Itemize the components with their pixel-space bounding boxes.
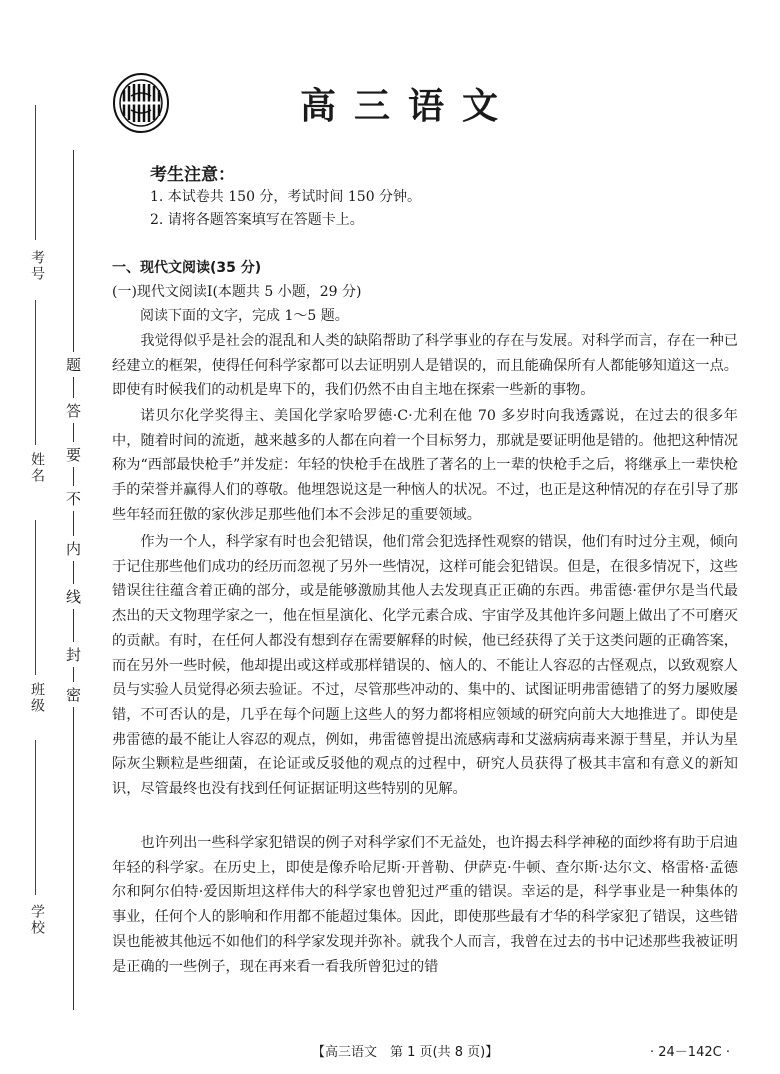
notice-item: 2. 请将各题答案填写在答题卡上。: [150, 212, 364, 228]
passage-paragraph: 我觉得似乎是社会的混乱和人类的缺陷帮助了科学事业的存在与发展。对科学而言，存在一种已经建立的框架，使得任何科学家都可以去证明别人是错误的，而且能确保所有人都能够知道这一点。即使有时候我们的动机是卑下的，我们仍然不由自主地在探索一些新的事物。: [112, 333, 738, 399]
page-footer: 【高三语文 第 1 页(共 8 页)】: [312, 1045, 499, 1060]
seal-char: 内: [66, 536, 81, 561]
binding-strip: [0, 0, 110, 1074]
seal-char: 封: [66, 642, 81, 667]
class-label: 班级: [29, 682, 45, 714]
class-line: [35, 520, 36, 675]
school-line: [35, 740, 36, 895]
exam-no-label: 考号: [29, 250, 45, 282]
section-heading: 一、现代文阅读(35 分): [112, 260, 262, 276]
passage-paragraph: 作为一个人，科学家有时也会犯错误，他们常会犯选择性观察的错误，他们有时过分主观，倾向于记住那些他们成功的经历而忽视了另外一些情况，这样可能会犯错误。但是，在很多情况下，这些错误往往蕴含着正确的部分，或是能够激励其他人去发现真正正确的东西。弗雷德·霍伊尔是当代最杰出的天文物理学家之一，他在恒星演化、化学元素合成、宇宙学及其他许多问题上做出了不可磨灭的贡献。有时，在任何人都没有想到存在需要解释的时候，他已经获得了关于这类问题的正确答案，而在另外一些时候，他却提出或这样或那样错误的、恼人的、不能让人容忍的古怪观点，以致观察人员与实验人员觉得必须去验证。不过，尽管那些冲动的、集中的、试图证明弗雷德错了的努力屡败屡错，不可否认的是，几乎在每个问题上这些人的努力都将相应领域的研究向前大大地推进了。即使是弗雷德的最不能让人容忍的观点，例如，弗雷德曾提出流感病毒和艾滋病病毒来源于彗星，并认为星际灰尘颗粒是些细菌，在论证或反驳他的观点的过程中，研究人员获得了极其丰富和有意义的新知识，尽管最终也没有找到任何证据证明这些特别的见解。: [112, 534, 738, 798]
seal-char: 题: [66, 352, 81, 377]
seal-char: 要: [66, 442, 81, 467]
page-title: 高三语文: [300, 86, 517, 127]
paper-code: · 24－142C ·: [650, 1045, 730, 1060]
section-instruction: 阅读下面的文字，完成 1～5 题。: [140, 308, 349, 324]
seal-char: 不: [66, 486, 81, 511]
notice-item: 1. 本试卷共 150 分，考试时间 150 分钟。: [150, 189, 422, 205]
seal-char: 密: [66, 682, 81, 707]
section-subheading: (一)现代文阅读Ⅰ(本题共 5 小题，29 分): [112, 284, 362, 300]
seal-char: 答: [66, 398, 81, 423]
exam-logo-icon: [112, 72, 170, 134]
name-label: 姓名: [29, 452, 45, 484]
notice-title: 考生注意：: [150, 165, 235, 185]
exam-no-line: [35, 105, 36, 240]
seal-line: [73, 150, 74, 1010]
school-label: 学校: [29, 904, 45, 936]
seal-char: 线: [66, 584, 81, 609]
passage-paragraph: 也许列出一些科学家犯错误的例子对科学家们不无益处，也许揭去科学神秘的面纱将有助于启迪年轻的科学家。在历史上，即使是像乔哈尼斯·开普勒、伊萨克·牛顿、查尔斯·达尔文、格雷格·孟德尔和阿尔伯特·爱因斯坦这样伟大的科学家也曾犯过严重的错误。幸运的是，科学事业是一种集体的事业，任何个人的影响和作用都不能超过集体。因此，即使那些最有才华的科学家犯了错误，这些错误也能被其他远不如他们的科学家发现并弥补。就我个人而言，我曾在过去的书中记述那些我被证明是正确的一些例子，现在再来看一看我所曾犯过的错: [112, 835, 738, 975]
passage-paragraph: 诺贝尔化学奖得主、美国化学家哈罗德·C·尤利在他 70 多岁时向我透露说，在过去的很多年中，随着时间的流逝，越来越多的人都在向着一个目标努力，那就是要证明他是错的。他把这种情况称为“西部最快枪手”并发症：年轻的快枪手在战胜了著名的上一辈的快枪手之后，将继承上一辈快枪手的荣誉并赢得人们的尊敬。他埋怨说这是一种恼人的状况。不过，也正是这种情况的存在引导了那些年轻而狂傲的家伙涉足那些他们本不会涉足的重要领域。: [112, 408, 738, 523]
name-line: [35, 300, 36, 445]
